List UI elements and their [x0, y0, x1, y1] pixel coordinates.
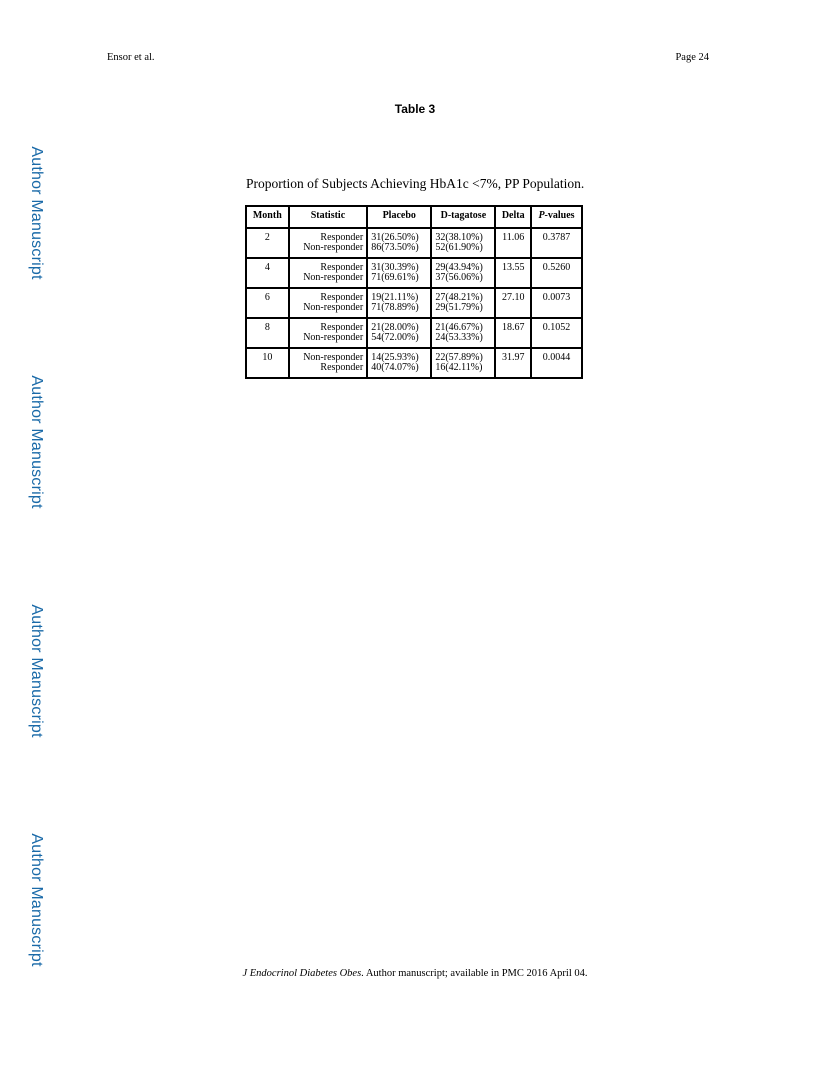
watermark-text: Author Manuscript: [28, 604, 45, 738]
month-cell: 4: [246, 258, 289, 288]
pvalue-cell: 0.3787: [531, 228, 582, 258]
placebo-line: 31(26.50%): [371, 231, 419, 243]
watermark-text: Author Manuscript: [28, 833, 45, 967]
results-table: [245, 205, 583, 379]
dtagatose-line: 24(53.33%): [435, 332, 483, 343]
delta-cell: 13.55: [495, 258, 531, 288]
dtagatose-line: 37(56.06%): [435, 272, 483, 283]
delta-cell: 11.06: [495, 228, 531, 258]
month-cell: 8: [246, 318, 289, 348]
statistic-line: Non-responder: [303, 302, 364, 313]
pvalue-cell: 0.0073: [531, 288, 582, 318]
statistic-line: Responder: [320, 261, 364, 273]
dtagatose-line: 16(42.11%): [435, 362, 483, 373]
delta-cell: 18.67: [495, 318, 531, 348]
table-row: [246, 258, 582, 288]
footer-availability: . Author manuscript; available in PMC 2016 April 04.: [361, 968, 588, 979]
statistic-line: Responder: [320, 231, 364, 243]
pvalue-cell: 0.0044: [531, 348, 582, 378]
table-row: [246, 288, 582, 318]
dtagatose-cell: [431, 288, 495, 318]
statistic-line: Non-responder: [303, 332, 364, 343]
placebo-line: 31(30.39%): [371, 261, 419, 273]
statistic-cell: [289, 288, 368, 318]
placebo-cell: [367, 228, 431, 258]
dtagatose-line: 29(51.79%): [435, 302, 483, 313]
table-row: [246, 318, 582, 348]
pvalue-cell: 0.5260: [531, 258, 582, 288]
statistic-line: Responder: [320, 321, 364, 333]
dtagatose-line: 27(48.21%): [435, 291, 483, 303]
pvalue-cell: 0.1052: [531, 318, 582, 348]
journal-footer: [0, 968, 830, 979]
placebo-cell: [367, 288, 431, 318]
placebo-line: 14(25.93%): [371, 351, 419, 363]
dtagatose-line: 32(38.10%): [435, 231, 483, 243]
dtagatose-line: 21(46.67%): [435, 321, 483, 333]
dtagatose-cell: [431, 258, 495, 288]
placebo-cell: [367, 318, 431, 348]
month-cell: 10: [246, 348, 289, 378]
pvalues-suffix: -values: [544, 210, 575, 221]
placebo-line: 40(74.07%): [371, 362, 419, 373]
delta-cell: 31.97: [495, 348, 531, 378]
placebo-cell: [367, 258, 431, 288]
month-cell: 6: [246, 288, 289, 318]
placebo-line: 86(73.50%): [371, 242, 419, 253]
placebo-line: 71(69.61%): [371, 272, 419, 283]
col-header-pvalues: [531, 206, 582, 228]
dtagatose-line: 22(57.89%): [435, 351, 483, 363]
statistic-cell: [289, 318, 368, 348]
placebo-line: 21(28.00%): [371, 321, 419, 333]
placebo-line: 54(72.00%): [371, 332, 419, 343]
placebo-cell: [367, 348, 431, 378]
dtagatose-cell: [431, 348, 495, 378]
statistic-line: Non-responder: [303, 351, 364, 363]
statistic-cell: [289, 228, 368, 258]
watermark-text: Author Manuscript: [28, 375, 45, 509]
col-header-delta: Delta: [495, 206, 531, 228]
statistic-line: Non-responder: [303, 242, 364, 253]
placebo-line: 71(78.89%): [371, 302, 419, 313]
table-caption: Proportion of Subjects Achieving HbA1c <7%, PP Population.: [246, 176, 585, 191]
table-header-row: [246, 206, 582, 228]
statistic-line: Responder: [320, 362, 364, 373]
journal-name: J Endocrinol Diabetes Obes: [242, 968, 362, 979]
col-header-statistic: Statistic: [289, 206, 368, 228]
dtagatose-line: 52(61.90%): [435, 242, 483, 253]
month-cell: 2: [246, 228, 289, 258]
page-number: Page 24: [675, 52, 709, 63]
dtagatose-cell: [431, 228, 495, 258]
dtagatose-line: 29(43.94%): [435, 261, 483, 273]
statistic-line: Non-responder: [303, 272, 364, 283]
pvalues-italic-p: P: [538, 210, 545, 221]
table-label: Table 3: [394, 102, 436, 116]
running-header-authors: Ensor et al.: [107, 52, 155, 63]
col-header-placebo: Placebo: [367, 206, 431, 228]
dtagatose-cell: [431, 318, 495, 348]
table-row: [246, 348, 582, 378]
delta-cell: 27.10: [495, 288, 531, 318]
table-row: [246, 228, 582, 258]
placebo-line: 19(21.11%): [371, 291, 419, 303]
col-header-dtagatose: D-tagatose: [431, 206, 495, 228]
watermark-text: Author Manuscript: [28, 146, 45, 280]
statistic-line: Responder: [320, 291, 364, 303]
col-header-month: Month: [246, 206, 289, 228]
statistic-cell: [289, 258, 368, 288]
statistic-cell: [289, 348, 368, 378]
